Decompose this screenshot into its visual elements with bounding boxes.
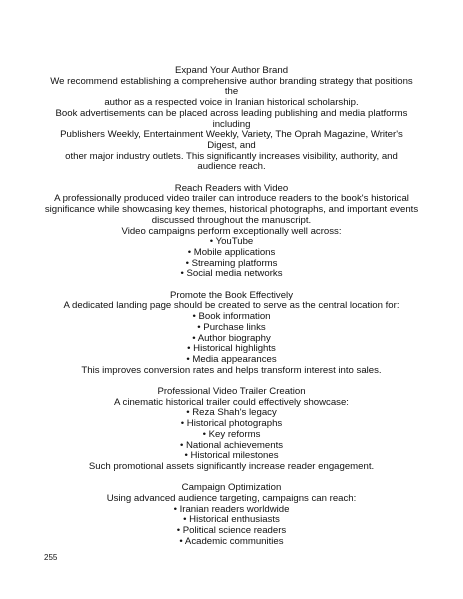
body-line: the [224,86,239,98]
bullet-item: • Book information [192,311,271,323]
bullet-item: • YouTube [209,236,254,248]
page-number: 255 [44,553,58,562]
body-line: A professionally produced video trailer can introduce readers to the book's historical [54,193,409,205]
body-line: audience reach. [197,161,266,173]
body-line: A dedicated landing page should be created to serve as the central location for: [63,300,400,312]
bullet-item: • Reza Shah's legacy [186,407,277,419]
body-line: This improves conversion rates and helps transform interest into sales. [81,364,382,376]
section-heading: Promote the Book Effectively [169,289,293,301]
section-campaign-optimization [44,483,419,547]
body-line: other major industry outlets. This significantly increases visibility, authority, and [65,150,398,162]
bullet-item: • Iranian readers worldwide [173,503,290,515]
section-reach-readers-video [44,184,419,280]
bullet-item: • Political science readers [176,525,287,537]
bullet-item: • National achievements [179,439,284,451]
body-line: We recommend establishing a comprehensive author branding strategy that positions [50,75,413,87]
bullet-item: • Social media networks [180,268,283,280]
body-line: A cinematic historical trailer could effectively showcase: [114,396,349,408]
body-line: Video campaigns perform exceptionally well across: [121,225,342,237]
bullet-item: • Author biography [192,332,271,344]
section-heading: Campaign Optimization [181,482,282,494]
section-heading: Reach Readers with Video [174,182,289,194]
body-line: Using advanced audience targeting, campaigns can reach: [106,493,357,505]
body-line: Such promotional assets significantly increase reader engagement. [88,460,375,472]
body-line: significance while showcasing key themes, historical photographs, and important events [44,204,419,216]
section-expand-author-brand [44,66,419,173]
document-body [44,66,419,558]
body-line: Book advertisements can be placed across leading publishing and media platforms [55,107,408,119]
body-line: Publishers Weekly, Entertainment Weekly, Variety, The Oprah Magazine, Writer's [60,129,403,141]
body-line: discussed throughout the manuscript. [151,214,312,226]
bullet-item: • Mobile applications [187,246,276,258]
section-promote-book [44,291,419,377]
bullet-item: • Historical milestones [184,450,279,462]
section-video-trailer-creation [44,387,419,473]
bullet-item: • Academic communities [179,535,284,547]
bullet-item: • Historical photographs [180,418,283,430]
bullet-item: • Historical highlights [187,343,276,355]
bullet-item: • Purchase links [197,321,266,333]
body-line: Digest, and [207,139,256,151]
bullet-item: • Streaming platforms [185,257,278,269]
bullet-item: • Media appearances [186,353,277,365]
bullet-item: • Historical enthusiasts [183,514,280,526]
section-heading: Expand Your Author Brand [174,65,289,76]
body-line: author as a respected voice in Iranian historical scholarship. [104,97,359,109]
section-heading: Professional Video Trailer Creation [157,386,306,398]
bullet-item: • Key reforms [202,428,261,440]
body-line: including [212,118,251,130]
